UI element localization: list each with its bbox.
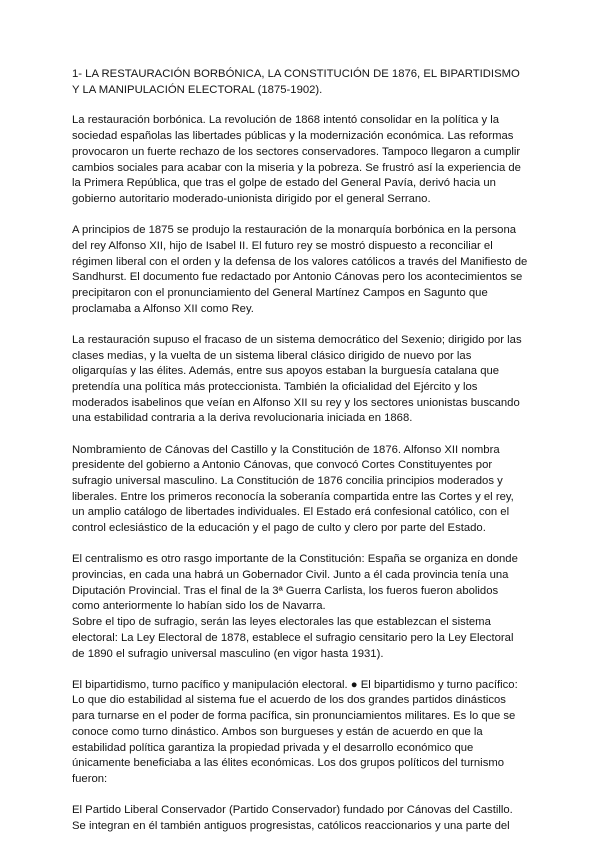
paragraph-constitucion-1876: Nombramiento de Cánovas del Castillo y la Constitución de 1876. Alfonso XII nombra presidente del gobierno a Antonio Cánovas, que convocó Cortes Constituyentes por sufragio universal masculino. La Constitución de 1876 concilia principios moderados y liberales. Entre los primeros reconocía la soberanía compartida entre las Cortes y el rey, un amplio catálogo de libertades individuales. El Estado erá confesional católico, con el control eclesiástico de la educación y el pago de culto y clero por parte del Estado. (72, 443, 514, 535)
paragraph-alfonso-xii: A principios de 1875 se produjo la restauración de la monarquía borbónica en la persona del rey Alfonso XII, hijo de Isabel II. El futuro rey se mostró dispuesto a reconciliar el régimen liberal con el orden y la defensa de los valores católicos a través del Manifiesto de Sandhurst. El documento fue redactado por Antonio Cánovas pero los acontecimientos se precipitaron con el pronunciamiento del General Martínez Campos en Sagunto que proclamaba a Alfonso XII como Rey. (72, 224, 528, 315)
document-page (72, 67, 528, 850)
paragraph-bipartidismo: El bipartidismo, turno pacífico y manipulación electoral. ● El bipartidismo y turno pacífico: Lo que dio estabilidad al sistema fue el acuerdo de los dos grandes partidos dinásticos para turnarse en el poder de forma pacífica, sin pronunciamientos militares. Es lo que se conoce como turno dinástico. Ambos son burgueses y están de acuerdo en que la estabilidad política garantiza la propiedad privada y el desarrollo económico que únicamente beneficiaba a las élites económicas. Los dos grupos políticos del turnismo fueron: (72, 678, 518, 785)
paragraph-partido-conservador: El Partido Liberal Conservador (Partido Conservador) fundado por Cánovas del Castillo. Se integran en él también antiguos progresistas, católicos reaccionarios y una parte del (72, 804, 513, 832)
paragraph-centralismo: El centralismo es otro rasgo importante de la Constitución: España se organiza en donde provincias, en cada una habrá un Gobernador Civil. Junto a él cada provincia tenía una Diputación Provincial. Tras el final de la 3ª Guerra Carlista, los fueros fueron abolidos como anteriormente lo habían sido los de Navarra. (72, 553, 518, 613)
paragraph-sufragio: Sobre el tipo de sufragio, serán las leyes electorales las que establezcan el sistema electoral: La Ley Electoral de 1878, establece el sufragio censitario pero la Ley Electoral de 1890 el sufragio universal masculino (en vigor hasta 1931). (72, 616, 514, 660)
document-title: 1- LA RESTAURACIÓN BORBÓNICA, LA CONSTITUCIÓN DE 1876, EL BIPARTIDISMO Y LA MANIPULACIÓN ELECTORAL (1875-1902). (72, 68, 520, 96)
paragraph-restauracion-borbonica: La restauración borbónica. La revolución de 1868 intentó consolidar en la política y la sociedad españolas las libertades públicas y la modernización económica. Las reformas provocaron un fuerte rechazo de los sectores conservadores. Tampoco llegaron a cumplir cambios sociales para acabar con la miseria y la pobreza. Se frustró así la experiencia de la Primera República, que tras el golpe de estado del General Pavía, derivó hacia un gobierno autoritario moderado-unionista dirigido por el general Serrano. (72, 114, 521, 205)
paragraph-fracaso-sexenio: La restauración supuso el fracaso de un sistema democrático del Sexenio; dirigido por las clases medias, y la vuelta de un sistema liberal clásico dirigido de nuevo por las oligarquías y las élites. Además, entre sus apoyos estaban la burguesía catalana que pretendía una política más proteccionista. También la oficialidad del Ejército y los moderados isabelinos que veían en Alfonso XII su rey y los sectores unionistas buscando una estabilidad contraria a la deriva revolucionaria iniciada en 1868. (72, 333, 522, 425)
